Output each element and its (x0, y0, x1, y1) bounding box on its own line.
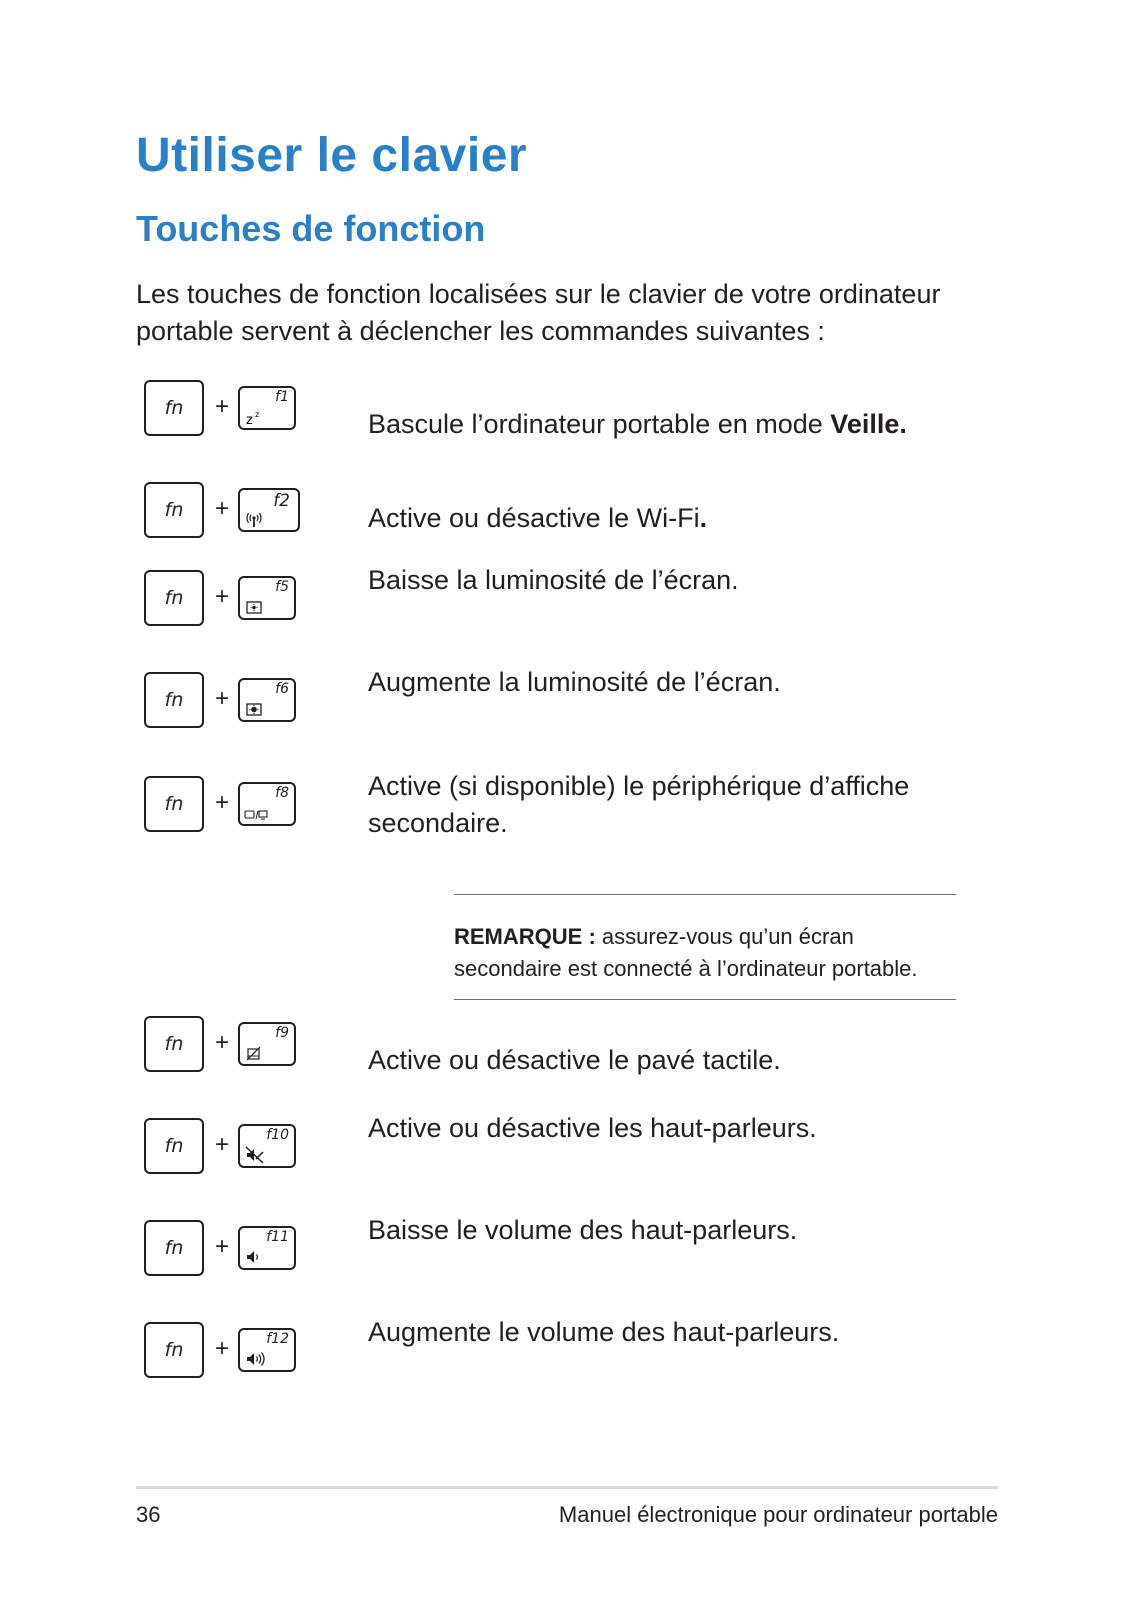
svg-text:z: z (246, 413, 253, 426)
key-combo (144, 482, 304, 542)
footer-divider (136, 1486, 998, 1489)
speaker-mute-icon (244, 1144, 268, 1164)
fn-key: fn (144, 1118, 204, 1174)
function-key (238, 678, 296, 722)
touchpad-toggle-icon (244, 1042, 268, 1062)
function-key (238, 1022, 296, 1066)
fn-key: fn (144, 672, 204, 728)
function-key (238, 1226, 296, 1270)
function-key-label: f5 (275, 579, 289, 595)
function-key-label: f10 (266, 1127, 289, 1143)
note-label: REMARQUE : (454, 924, 596, 949)
note-box (454, 894, 956, 1000)
fn-key: fn (144, 1322, 204, 1378)
function-key (238, 386, 296, 430)
page-title: Utiliser le clavier (136, 129, 528, 182)
function-key-label: f11 (266, 1229, 289, 1245)
key-description: Active ou désactive le pavé tactile. (368, 1045, 781, 1075)
volume-up-icon (244, 1348, 268, 1368)
function-key-label: f2 (273, 491, 290, 511)
plus-sign: + (214, 393, 229, 420)
brightness-up-icon (244, 698, 268, 718)
function-key-label: f8 (275, 785, 289, 801)
function-key (238, 488, 300, 532)
key-combo (144, 1016, 304, 1076)
key-description: Augmente la luminosité de l’écran. (368, 667, 781, 697)
function-key-label: f12 (266, 1331, 289, 1347)
function-key (238, 1328, 296, 1372)
section-heading: Touches de fonction (136, 208, 486, 249)
wifi-icon (244, 508, 268, 528)
key-combo (144, 1118, 304, 1178)
key-description: Active ou désactive le Wi-Fi. (368, 503, 708, 533)
fn-key: fn (144, 380, 204, 436)
key-description: Active ou désactive les haut-parleurs. (368, 1113, 817, 1143)
fn-key: fn (144, 482, 204, 538)
fn-key: fn (144, 1016, 204, 1072)
key-description: Baisse le volume des haut-parleurs. (368, 1215, 798, 1245)
function-key (238, 1124, 296, 1168)
function-key (238, 576, 296, 620)
plus-sign: + (214, 685, 229, 712)
footer-title: Manuel électronique pour ordinateur portable (558, 1502, 998, 1527)
function-key-label: f9 (275, 1025, 289, 1041)
key-description: Bascule l’ordinateur portable en mode Veille. (368, 409, 907, 439)
plus-sign: + (214, 583, 229, 610)
plus-sign: + (214, 1029, 229, 1056)
brightness-down-icon (244, 596, 268, 616)
fn-key: fn (144, 776, 204, 832)
fn-key: fn (144, 570, 204, 626)
svg-text:z: z (255, 410, 260, 419)
plus-sign: + (214, 1233, 229, 1260)
fn-key: fn (144, 1220, 204, 1276)
key-combo (144, 570, 304, 630)
key-combo (144, 380, 304, 440)
intro-paragraph: Les touches de fonction localisées sur le clavier de votre ordinateur portable servent à déclencher les commandes suivantes : (136, 279, 941, 346)
plus-sign: + (214, 1335, 229, 1362)
volume-down-icon (244, 1246, 268, 1266)
key-combo (144, 672, 304, 732)
key-combo (144, 1220, 304, 1280)
plus-sign: + (214, 789, 229, 816)
sleep-icon (244, 406, 268, 426)
display-switch-icon (244, 802, 268, 822)
plus-sign: + (214, 495, 229, 522)
plus-sign: + (214, 1131, 229, 1158)
key-combo (144, 776, 304, 836)
function-key-label: f6 (275, 681, 289, 697)
note-text: assurez-vous qu’un écran secondaire est connecté à l’ordinateur portable. (454, 924, 918, 981)
page-number: 36 (136, 1502, 161, 1527)
key-description: Active (si disponible) le périphérique d’affiche secondaire. (368, 771, 910, 838)
key-description: Baisse la luminosité de l’écran. (368, 565, 739, 595)
key-description: Augmente le volume des haut-parleurs. (368, 1317, 840, 1347)
function-key (238, 782, 296, 826)
function-key-label: f1 (275, 389, 289, 405)
key-combo (144, 1322, 304, 1382)
